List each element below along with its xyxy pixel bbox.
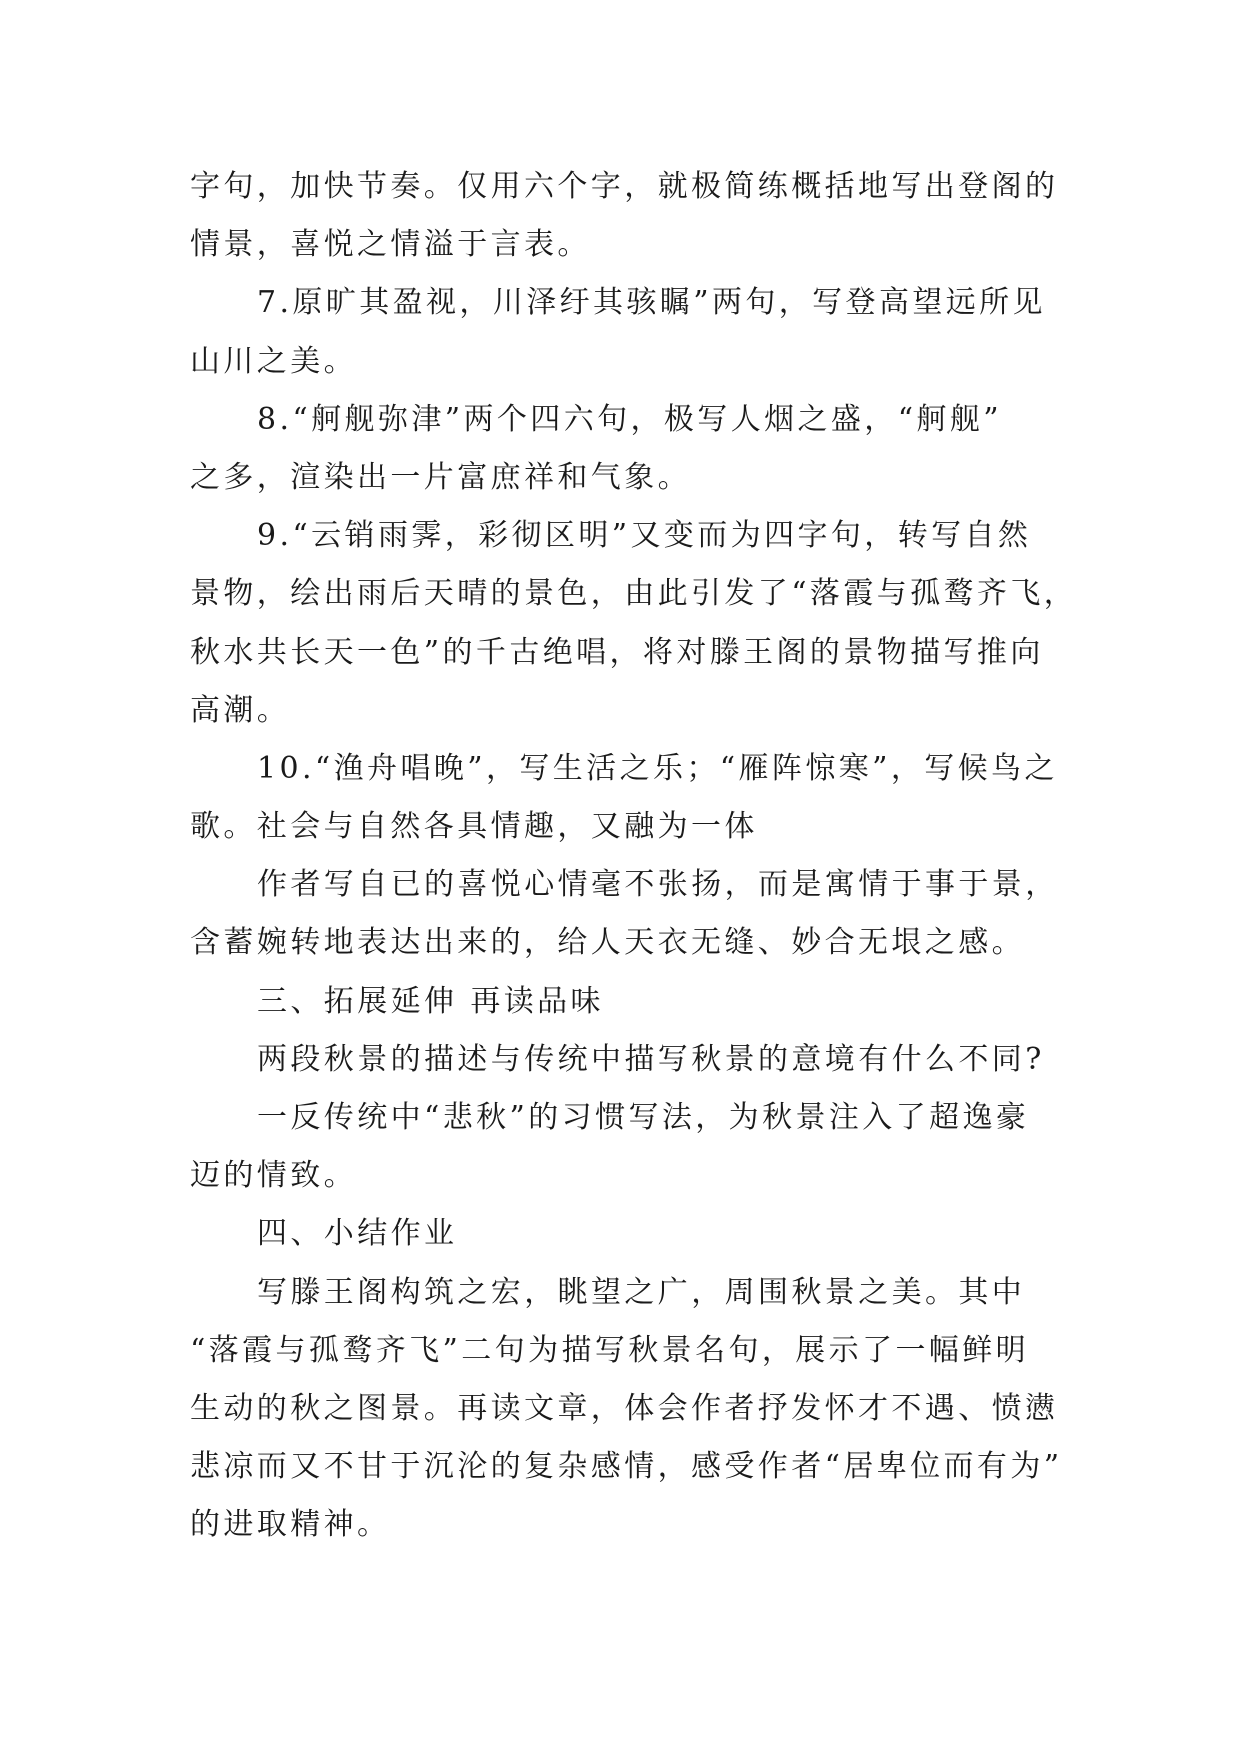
text-line: 7.原旷其盈视，川泽纡其骇瞩”两句，写登高望远所见	[257, 285, 1046, 321]
text-line: 之多，渲染出一片富庶祥和气象。	[190, 459, 691, 495]
text-line: 含蓄婉转地表达出来的，给人天衣无缝、妙合无垠之感。	[190, 925, 1025, 961]
text-line: 山川之美。	[190, 343, 357, 379]
text-line: “落霞与孤鹜齐飞”二句为描写秋景名句，展示了一幅鲜明	[190, 1332, 1030, 1368]
text-line: 作者写自已的喜悦心情毫不张扬，而是寓情于事于景，	[257, 867, 1059, 903]
text-line: 9.“云销雨霁，彩彻区明”又变而为四字句，转写自然	[257, 518, 1032, 554]
text-line: 一反传统中“悲秋”的习惯写法，为秋景注入了超逸豪	[257, 1100, 1030, 1135]
text-line: 高潮。	[190, 692, 291, 728]
text-line: 迈的情致。	[190, 1158, 357, 1194]
text-line: 秋水共长天一色”的千古绝唱，将对滕王阁的景物描写推向	[190, 634, 1044, 670]
text-line: 情景，喜悦之情溢于言表。	[190, 227, 591, 263]
text-line: 两段秋景的描述与传统中描写秋景的意境有什么不同?	[257, 1041, 1045, 1077]
text-line: 写滕王阁构筑之宏，眺望之广，周围秋景之美。其中	[257, 1274, 1026, 1310]
text-line: 悲凉而又不甘于沉沦的复杂感情，感受作者“居卑位而有为”	[190, 1449, 1063, 1485]
text-line: 的进取精神。	[190, 1507, 391, 1543]
text-line: 8.“舸舰弥津”两个四六句，极写人烟之盛，“舸舰”	[257, 401, 1002, 437]
text-line: 10.“渔舟唱晚”，写生活之乐；“雁阵惊寒”，写候鸟之	[257, 750, 1058, 786]
text-line: 景物，绘出雨后天晴的景色，由此引发了“落霞与孤鹜齐飞，	[190, 576, 1078, 612]
text-line: 歌。社会与自然各具情趣，又融为一体	[190, 809, 758, 845]
text-line: 四、小结作业	[257, 1216, 458, 1252]
text-line: 三、拓展延伸 再读品味	[257, 983, 604, 1019]
text-line: 生动的秋之图景。再读文章，体会作者抒发怀才不遇、愤懑	[190, 1390, 1059, 1426]
document-body	[190, 158, 1078, 1555]
text-line: 字句，加快节奏。仅用六个字，就极简练概括地写出登阁的	[190, 169, 1059, 204]
